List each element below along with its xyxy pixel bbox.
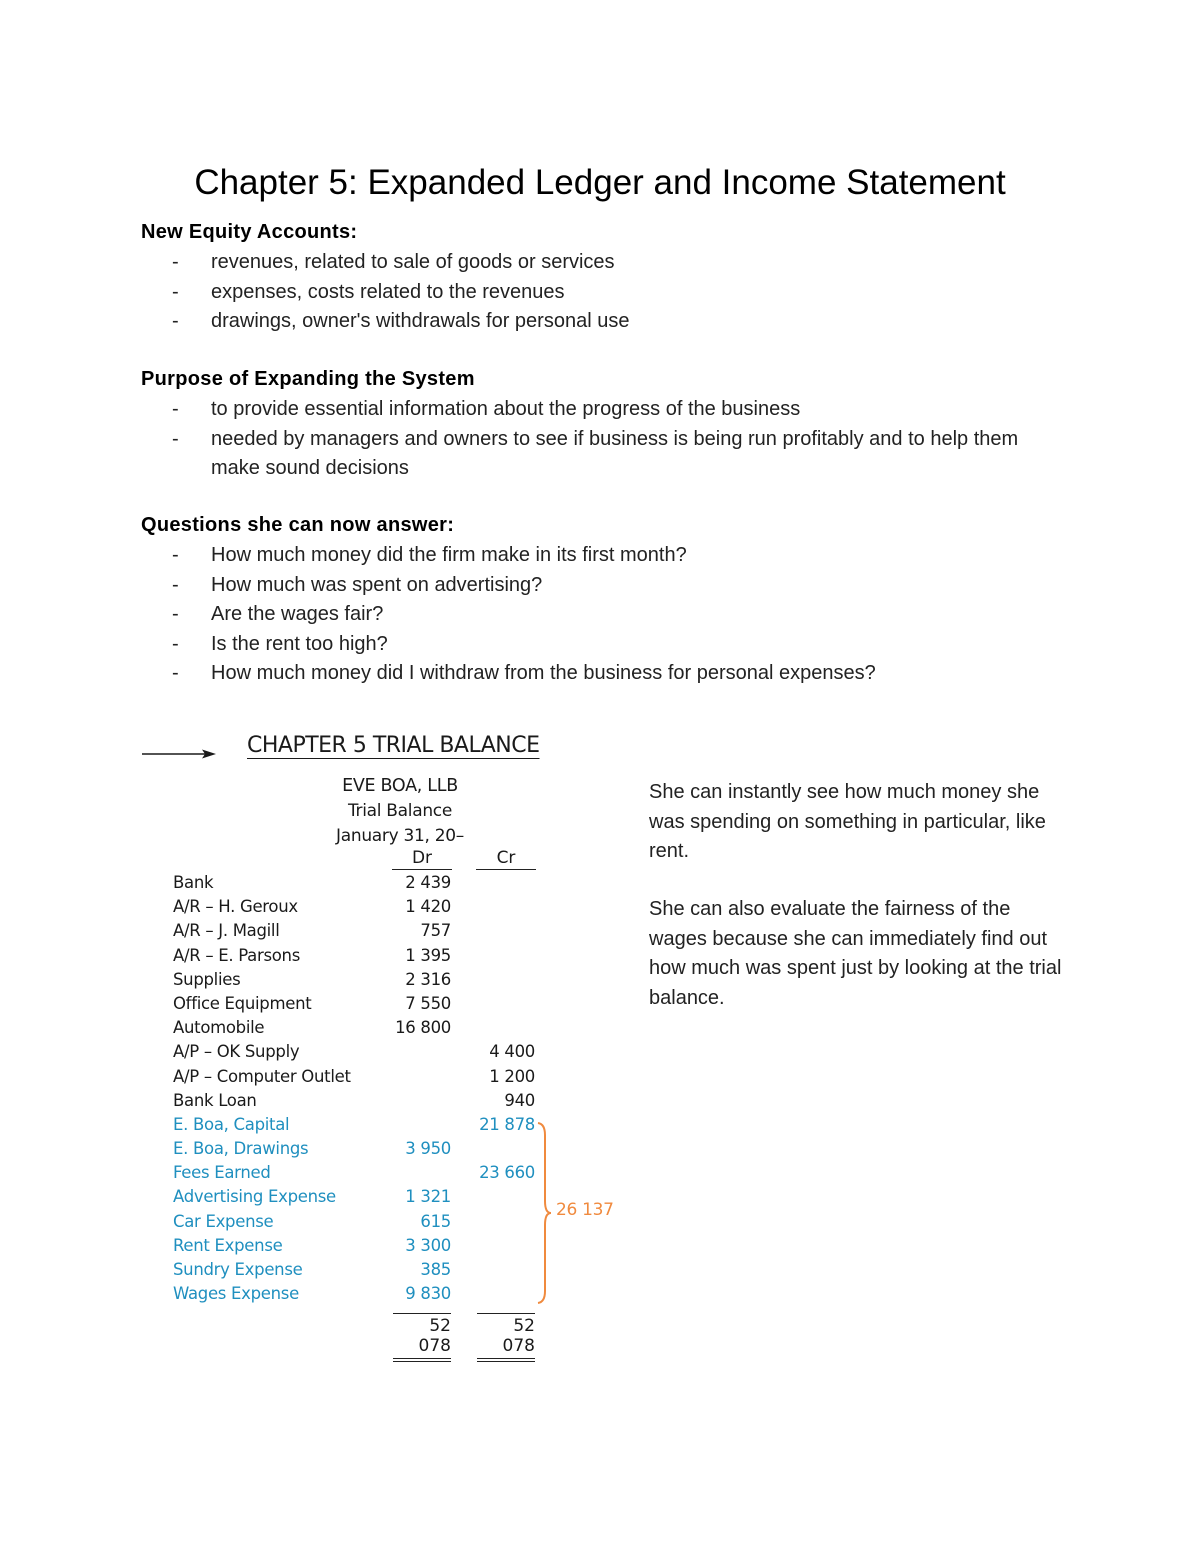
table-row	[173, 1260, 573, 1284]
table-row	[173, 1139, 573, 1163]
account-name: E. Boa, Capital	[173, 1114, 290, 1134]
credit-amount: 4 400	[489, 1042, 535, 1062]
table-row	[173, 1284, 573, 1308]
debit-column-header: Dr	[392, 848, 452, 870]
debit-amount: 3 300	[405, 1235, 451, 1255]
trial-balance-rows	[173, 873, 573, 1308]
list-item: - needed by managers and owners to see if business is being run profitably and to help them make sound decisions	[172, 427, 1019, 480]
debit-amount: 9 830	[405, 1284, 451, 1304]
credit-column-header: Cr	[476, 848, 536, 870]
table-row	[173, 1091, 573, 1115]
debit-amount: 757	[420, 921, 451, 941]
credit-total: 52 078	[477, 1313, 535, 1362]
list-item: - How much was spent on advertising?	[172, 573, 543, 596]
list-item: - Are the wages fair?	[172, 603, 384, 626]
account-name: Sundry Expense	[173, 1260, 303, 1279]
table-row	[173, 1187, 573, 1211]
account-name: Bank	[173, 873, 214, 892]
debit-amount: 385	[420, 1260, 451, 1279]
list-item: - Is the rent too high?	[172, 632, 388, 655]
debit-amount: 615	[420, 1211, 451, 1231]
account-name: Wages Expense	[173, 1284, 299, 1304]
list-item: - How much money did the firm make in its first month?	[172, 544, 687, 566]
account-name: Rent Expense	[173, 1235, 283, 1255]
account-name: Supplies	[173, 969, 241, 989]
credit-amount: 1 200	[489, 1066, 535, 1086]
table-row	[173, 921, 573, 945]
bullet-list-purpose	[172, 395, 1071, 484]
statement-name: Trial Balance	[347, 801, 453, 821]
list-item: - How much money did I withdraw from the business for personal expenses?	[172, 662, 876, 685]
table-row	[173, 1042, 573, 1066]
account-name: Automobile	[173, 1018, 265, 1038]
brace-total-label: 26 137	[556, 1200, 614, 1220]
table-row	[173, 873, 573, 897]
account-name: E. Boa, Drawings	[173, 1139, 309, 1159]
debit-amount: 2 316	[405, 969, 451, 989]
arrow-right-icon	[142, 748, 216, 760]
table-row	[173, 946, 573, 970]
trial-balance-figure	[140, 728, 640, 1356]
section-heading-questions: Questions she can now answer:	[141, 514, 455, 536]
credit-amount: 23 660	[479, 1163, 535, 1183]
side-note-1: She can instantly see how much money she was spending on something in particular, like rent.	[649, 781, 1046, 863]
account-name: Advertising Expense	[173, 1187, 336, 1207]
table-row	[173, 994, 573, 1018]
section-heading-new-equity-accounts: New Equity Accounts:	[141, 221, 358, 243]
list-item: - revenues, related to sale of goods or services	[172, 251, 615, 273]
account-name: A/R – J. Magill	[173, 921, 280, 941]
page-title: Chapter 5: Expanded Ledger and Income Statement	[194, 163, 1006, 203]
table-row	[173, 1163, 573, 1187]
trial-balance-heading: CHAPTER 5 TRIAL BALANCE	[247, 733, 540, 758]
table-row	[173, 970, 573, 994]
curly-brace-icon	[536, 1121, 556, 1305]
account-name: Fees Earned	[173, 1163, 271, 1183]
debit-total: 52 078	[393, 1313, 451, 1362]
table-row	[173, 1018, 573, 1042]
statement-date: January 31, 20–	[336, 826, 464, 846]
debit-amount: 2 439	[405, 873, 451, 892]
credit-amount: 940	[504, 1090, 535, 1110]
bullet-list-new-equity-accounts	[172, 248, 1071, 337]
account-name: Bank Loan	[173, 1090, 257, 1110]
table-row	[173, 897, 573, 921]
table-row	[173, 1115, 573, 1139]
account-name: Car Expense	[173, 1211, 274, 1231]
company-name: EVE BOA, LLB	[342, 776, 458, 796]
debit-amount: 1 321	[405, 1187, 451, 1207]
account-name: Office Equipment	[173, 993, 312, 1013]
table-row	[173, 1212, 573, 1236]
list-item: - drawings, owner's withdrawals for personal use	[172, 310, 630, 333]
account-name: A/R – H. Geroux	[173, 897, 298, 917]
account-name: A/R – E. Parsons	[173, 945, 301, 965]
account-name: A/P – OK Supply	[173, 1042, 300, 1062]
debit-amount: 1 395	[405, 945, 451, 965]
table-row	[173, 1236, 573, 1260]
debit-amount: 1 420	[405, 897, 451, 917]
table-row	[173, 1067, 573, 1091]
account-name: A/P – Computer Outlet	[173, 1066, 351, 1086]
list-item: - to provide essential information about the progress of the business	[172, 398, 801, 420]
debit-amount: 3 950	[405, 1139, 451, 1159]
side-note-2: She can also evaluate the fairness of the wages because she can immediately find out how much was spent just by looking at the trial balance.	[649, 898, 1062, 1009]
section-heading-purpose: Purpose of Expanding the System	[141, 368, 475, 390]
debit-amount: 16 800	[395, 1018, 451, 1038]
bullet-list-questions	[172, 541, 1071, 689]
debit-amount: 7 550	[405, 993, 451, 1013]
list-item: - expenses, costs related to the revenues	[172, 280, 565, 303]
credit-amount: 21 878	[479, 1114, 535, 1134]
